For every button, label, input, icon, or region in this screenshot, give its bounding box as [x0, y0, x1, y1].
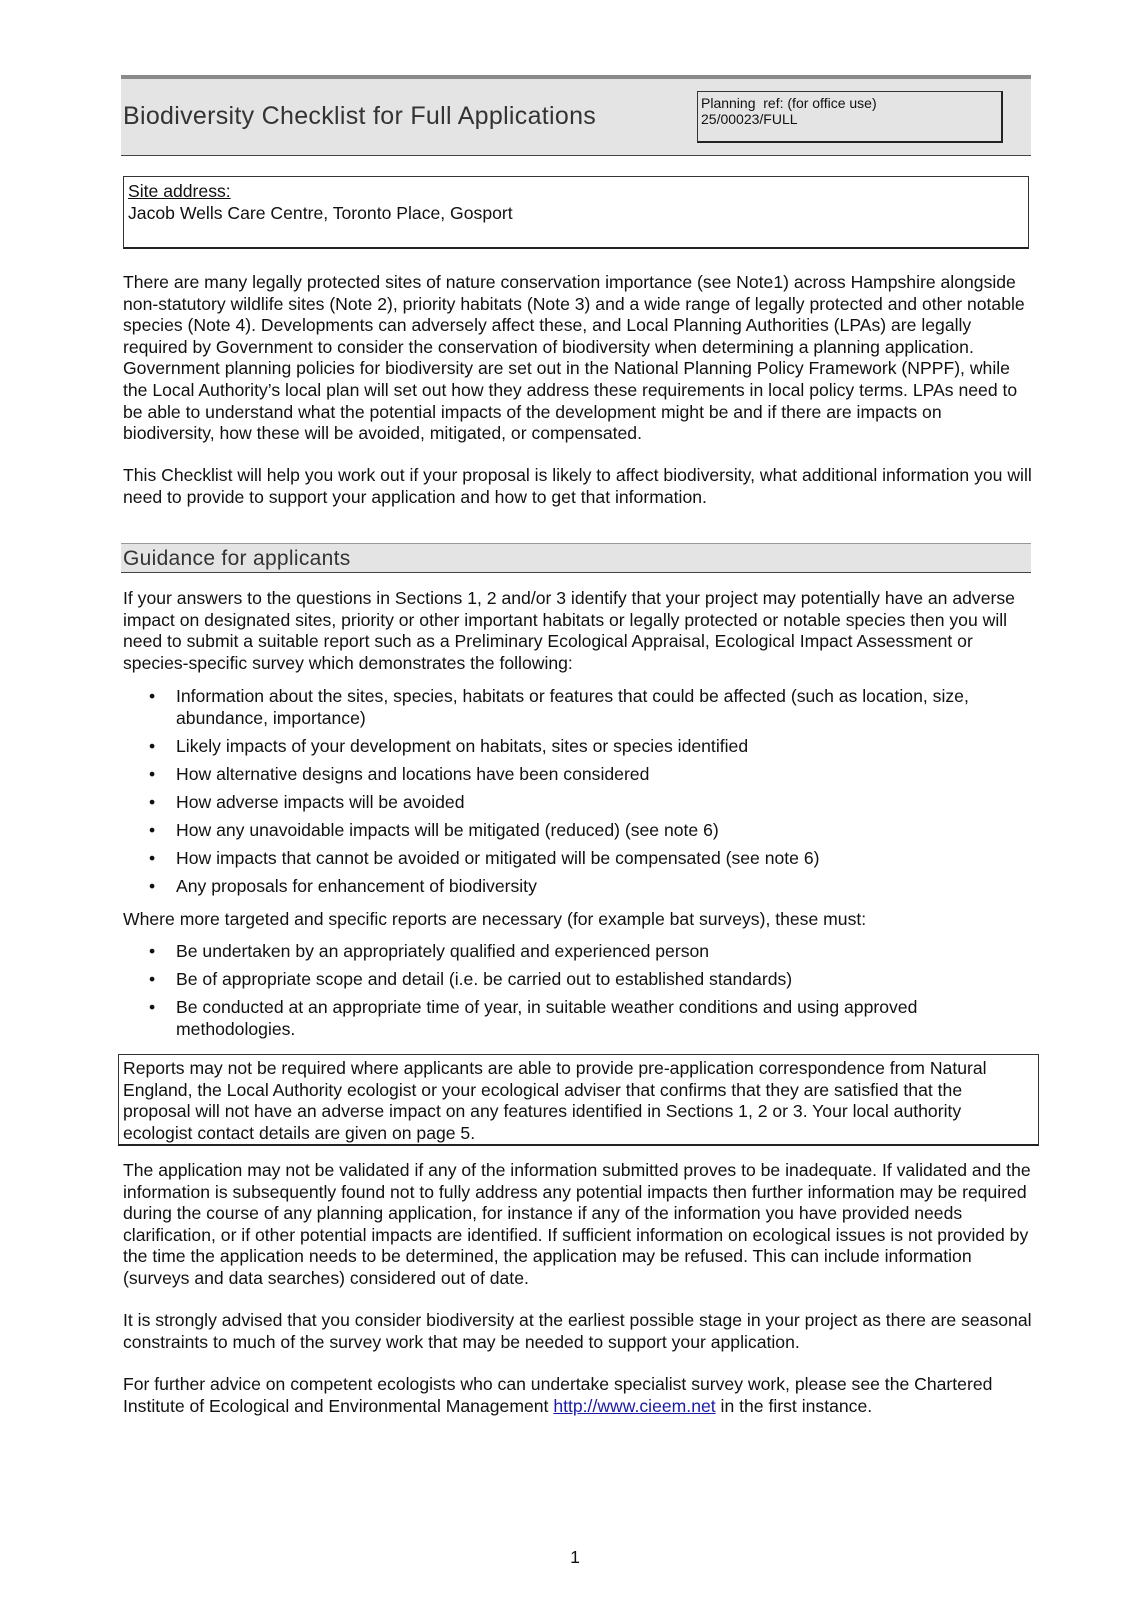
title-bar — [121, 75, 1031, 156]
list-item-text: How any unavoidable impacts will be mitigated (reduced) (see note 6) — [176, 819, 719, 840]
list-item — [123, 969, 1033, 991]
requirements-list — [123, 686, 1033, 904]
list-item — [123, 997, 1033, 1040]
list-item — [123, 848, 1033, 870]
list-item — [123, 736, 1033, 758]
reports-note-box: Reports may not be required where applicants are able to provide pre-application correspondence from Natural England, the Local Authority ecologist or your ecological adviser that confirms that they are satisfied that the proposal will not have an adverse impact on any features identified in Sections 1, 2 or 3. Your local authority ecologist contact details are given on page 5. — [118, 1054, 1039, 1146]
bullet-icon: • — [149, 876, 156, 897]
list-item — [123, 792, 1033, 814]
list-item-text: Information about the sites, species, habitats or features that could be affected (such as location, size, abundance, importance) — [176, 686, 969, 728]
further-advice-paragraph — [123, 1374, 1033, 1417]
list-item-text: Be undertaken by an appropriately qualified and experienced person — [176, 941, 710, 961]
list-item — [123, 941, 1033, 963]
bullet-icon: • — [149, 735, 156, 756]
guidance-heading-bar — [121, 543, 1031, 573]
site-address-value: Jacob Wells Care Centre, Toronto Place, Gosport — [128, 202, 513, 223]
bullet-icon: • — [149, 941, 156, 961]
page-number: 1 — [570, 1547, 580, 1567]
list-item — [123, 686, 1033, 729]
targeted-reports-text: Where more targeted and specific reports are necessary (for example bat surveys), these must: — [123, 909, 867, 929]
bullet-icon: • — [149, 791, 156, 812]
guidance-heading: Guidance for applicants — [123, 547, 351, 570]
list-item-text: Be conducted at an appropriate time of year, in suitable weather conditions and using approved methodologies. — [176, 997, 918, 1039]
planning-ref-value: 25/00023/FULL — [701, 111, 798, 127]
site-address-label: Site address: — [128, 181, 231, 201]
list-item — [123, 764, 1033, 786]
bullet-icon: • — [149, 969, 156, 990]
intro-paragraph-1: There are many legally protected sites of nature conservation importance (see Note1) across Hampshire alongside non-statutory wildlife sites (Note 2), priority habitats (Note 3) and a wide range of legally protected and other notable species (Note 4). Developments can adversely affect these, and Local Planning Authorities (LPAs) are legally required by Government to consider the conservation of biodiversity when determining a planning application. Government planning policies for biodiversity are set out in the National Planning Policy Framework (NPPF), while the Local Authority’s local plan will set out how they address these requirements in local policy terms. LPAs need to be able to understand what the potential impacts of the development might be and if there are impacts on biodiversity, how these will be avoided, mitigated, or compensated. — [123, 272, 1025, 444]
bullet-icon: • — [149, 819, 156, 840]
intro-paragraph-2: This Checklist will help you work out if your proposal is likely to affect biodiversity, what additional information you will need to provide to support your application and how to get that information. — [123, 465, 1032, 507]
further-advice-end: in the first instance. — [715, 1395, 873, 1416]
further-advice-text: For further advice on competent ecologists who can undertake specialist survey work, please see the Chartered Institute of Ecological and Environmental Management — [123, 1374, 993, 1416]
bullet-icon: • — [149, 997, 156, 1018]
cieem-link[interactable]: http://www.cieem.net — [553, 1395, 716, 1416]
bullet-icon: • — [149, 763, 156, 784]
targeted-requirements-list — [123, 941, 1033, 1047]
list-item — [123, 876, 1033, 898]
planning-ref-label: Planning ref: (for office use) — [701, 95, 877, 111]
list-item — [123, 820, 1033, 842]
validation-paragraph: The application may not be validated if any of the information submitted proves to be inadequate. If validated and the information is subsequently found not to fully address any potential impacts then further information may be required during the course of any planning application, for instance if any of the information you have provided needs clarification, or if other potential impacts are identified. If sufficient information on ecological issues is not provided by the time the application needs to be determined, the application may be refused. This can include information (surveys and data searches) considered out of date. — [123, 1160, 1031, 1288]
site-address-box — [123, 176, 1029, 249]
page-title: Biodiversity Checklist for Full Applications — [123, 102, 597, 130]
list-item-text: How impacts that cannot be avoided or mitigated will be compensated (see note 6) — [176, 848, 820, 869]
bullet-icon: • — [149, 848, 156, 869]
list-item-text: Be of appropriate scope and detail (i.e. be carried out to established standards) — [176, 969, 793, 990]
list-item-text: Any proposals for enhancement of biodiversity — [176, 876, 537, 897]
list-item-text: Likely impacts of your development on habitats, sites or species identified — [176, 735, 749, 756]
list-item-text: How adverse impacts will be avoided — [176, 791, 465, 812]
list-item-text: How alternative designs and locations have been considered — [176, 763, 650, 784]
bullet-icon: • — [149, 686, 156, 706]
planning-ref-box — [697, 91, 1003, 143]
guidance-intro: If your answers to the questions in Sections 1, 2 and/or 3 identify that your project may potentially have an adverse impact on designated sites, priority or other important habitats or legally protected or notable species then you will need to submit a suitable report such as a Preliminary Ecological Appraisal, Ecological Impact Assessment or species-specific survey which demonstrates the following: — [123, 588, 1015, 673]
advice-paragraph: It is strongly advised that you consider biodiversity at the earliest possible stage in your project as there are seasonal constraints to much of the survey work that may be needed to support your application. — [123, 1310, 1032, 1352]
